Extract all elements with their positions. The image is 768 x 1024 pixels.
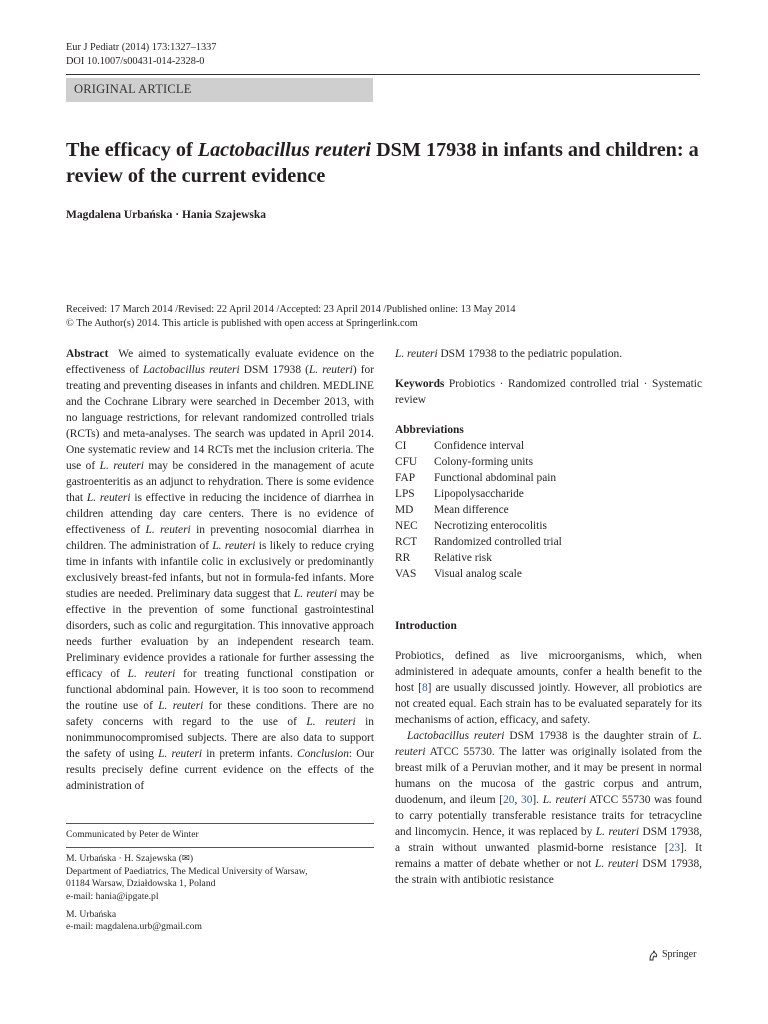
title-part: The efficacy of [66, 139, 198, 161]
abstract-text: for these conditions. There are no safety concerns with regard to the use of [66, 700, 375, 728]
abstract-text: may be considered in the management of acute gastroenteritis as an adjunct to rehydration. There is some evidence that [66, 460, 374, 504]
species-name: L. reuteri [308, 364, 353, 376]
conclusion-label: Conclusion [297, 748, 349, 760]
abbreviation-description: Relative risk [434, 552, 492, 564]
abbreviations-list [395, 438, 702, 582]
authors: Magdalena Urbańska · Hania Szajewska [66, 209, 266, 221]
abbreviation-description: Randomized controlled trial [434, 536, 562, 548]
abbreviation-row [395, 486, 702, 502]
abbreviation-description: Colony-forming units [434, 456, 534, 468]
doi: DOI 10.1007/s00431-014-2328-0 [66, 56, 205, 67]
species-name: L. reuteri [212, 540, 256, 552]
header-rule [66, 74, 700, 75]
abbreviation-row [395, 566, 702, 582]
corresponding-authors: M. Urbańska · H. Szajewska (✉) [66, 853, 194, 865]
abbreviation-description: Lipopolysaccharide [434, 488, 524, 500]
abstract-text: is likely to reduce crying time in infants with infantile colic in exclusively or predominantly exclusively breast-fed infants, but not in formula-fed infants. More studies are needed. Preliminary data suggest that [66, 540, 374, 600]
intro-text: , [514, 794, 521, 806]
introduction-heading: Introduction [395, 620, 457, 632]
abbreviations-heading: Abbreviations [395, 424, 464, 436]
abbreviation-code: NEC [395, 520, 418, 532]
abbreviation-row [395, 470, 702, 486]
abstract-text: DSM 17938 ( [239, 364, 309, 376]
springer-horse-icon [648, 950, 659, 961]
species-name: L. reuteri [595, 826, 640, 838]
publication-dates: Received: 17 March 2014 /Revised: 22 April 2014 /Accepted: 23 April 2014 /Published online: 13 May 2014 [66, 304, 516, 315]
intro-text: DSM 17938 is the daughter strain of [504, 730, 693, 742]
abbreviation-code: RCT [395, 536, 418, 548]
species-name: L. reuteri [395, 348, 438, 360]
species-name: Lactobacillus reuteri [142, 364, 240, 376]
intro-paragraph-2 [395, 728, 702, 888]
abbreviation-row [395, 550, 702, 566]
abbreviation-description: Necrotizing enterocolitis [434, 520, 547, 532]
abbreviation-description: Confidence interval [434, 440, 525, 452]
publisher-name: Springer [662, 949, 697, 960]
email-link[interactable]: e-mail: magdalena.urb@gmail.com [66, 921, 202, 933]
abbreviation-code: CFU [395, 456, 418, 468]
keywords [395, 376, 702, 408]
intro-text: DSM 17938, a strain without unwanted plasmid-borne resistance [ [395, 826, 702, 854]
abstract-text: in nonimmunocompromised subjects. There are also data to support the safety of using [66, 716, 375, 760]
abbreviation-code: VAS [395, 568, 417, 580]
intro-paragraph-1 [395, 648, 702, 728]
abbreviation-row [395, 438, 702, 454]
abbreviation-description: Visual analog scale [434, 568, 522, 580]
author-footnote [66, 823, 374, 934]
species-name: L. reuteri [542, 794, 587, 806]
abbreviation-row [395, 534, 702, 550]
intro-text: ATCC 55730. The latter was originally isolated from the breast milk of a Peruvian mother, and it may be present in normal humans on the mucosa of the gastric corpus and antrum, duodenum, and ileum [ [395, 746, 702, 806]
journal-citation: Eur J Pediatr (2014) 173:1327–1337 [66, 42, 217, 53]
species-name: L. reuteri [306, 716, 356, 728]
license-notice: © The Author(s) 2014. This article is published with open access at Springerlink.com [66, 318, 418, 329]
footnote-rule [66, 847, 374, 848]
abbreviation-row [395, 454, 702, 470]
citation-link[interactable]: 30 [521, 794, 533, 806]
article-type-banner: ORIGINAL ARTICLE [66, 78, 373, 102]
footnote-rule [66, 823, 374, 824]
left-column [66, 346, 374, 794]
species-name: L. reuteri [293, 588, 337, 600]
abstract-text: in preventing nosocomial diarrhea in children. The administration of [66, 524, 374, 552]
abstract-text: is effective in reducing the incidence of diarrhea in children attending day care centers. There is no evidence of effectiveness of [66, 492, 375, 536]
abstract-text: DSM 17938 to the pediatric population. [437, 348, 623, 360]
abstract-label: Abstract [66, 348, 109, 360]
keywords-label: Keywords [395, 378, 445, 390]
article-title [66, 137, 706, 189]
intro-text: Probiotics, defined as live microorganisms, which, when administered in adequate amounts, confer a health benefit to the host [ [395, 650, 702, 694]
abbreviation-description: Functional abdominal pain [434, 472, 557, 484]
intro-text: ] are usually discussed jointly. However, all probiotics are not created equal. Each strain has to be evaluated separately for its mechanisms of action, efficacy, and safety. [395, 682, 702, 726]
abstract-text: may be effective in the prevention of some functional gastrointestinal disorders, such as colic and regurgitation. This innovative approach needs further evaluation by an independent research team. Preliminary evidence provides a rationale for further assessing the efficacy of [66, 588, 375, 680]
title-species: Lactobacillus reuteri [197, 139, 372, 161]
species-name: L. reuteri [86, 492, 131, 504]
abbreviation-code: RR [395, 552, 411, 564]
species-name: Lactobacillus reuteri [407, 730, 505, 742]
citation-link[interactable]: 8 [421, 682, 428, 694]
email-link[interactable]: e-mail: hania@ipgate.pl [66, 890, 159, 902]
intro-text: ]. It remains a matter of debate whether or not [395, 842, 702, 870]
department: Department of Paediatrics, The Medical University of Warsaw, [66, 865, 308, 877]
species-name: L. reuteri [145, 524, 191, 536]
title-part: DSM 17938 in infants and children: a review of the current evidence [66, 139, 699, 187]
abstract-text: We aimed to systematically evaluate evidence on the effectiveness of [66, 348, 374, 376]
intro-text: ]. [532, 794, 543, 806]
abstract-text: in preterm infants. [202, 748, 297, 760]
abbreviation-description: Mean difference [434, 504, 509, 516]
right-column [395, 346, 702, 888]
keywords-text: Probiotics · Randomized controlled trial · Systematic review [395, 378, 702, 406]
abbreviation-code: FAP [395, 472, 416, 484]
second-author: M. Urbańska [66, 909, 117, 921]
abstract-text: ) for treating and preventing diseases in infants and children. MEDLINE and the Cochrane Library were searched in December 2013, with no language restrictions, for relevant randomized controlled trials (RCTs) and meta-analyses. The search was updated in April 2014. One systematic review and 14 RCTs met the inclusion criteria. The use of [66, 364, 374, 472]
abstract-text: : Our results precisely define current evidence on the effects of the administration of [66, 748, 374, 792]
species-name: L. reuteri [595, 858, 639, 870]
publisher-logo [648, 949, 696, 961]
abstract-text: for treating functional constipation or functional abdominal pain. However, it is too soon to recommend the routine use of [66, 668, 374, 712]
abbreviation-code: LPS [395, 488, 415, 500]
species-name: L. reuteri [158, 748, 203, 760]
species-name: L. reuteri [158, 700, 204, 712]
intro-text: ATCC 55730 was found to carry potentially transferable resistance traits for tetracycline and lincomycin. Hence, it was replaced by [395, 794, 702, 838]
abbreviation-code: CI [395, 440, 407, 452]
species-name: L. reuteri [395, 730, 702, 758]
abbreviation-row [395, 518, 702, 534]
abbreviation-code: MD [395, 504, 414, 516]
address: 01184 Warsaw, Działdowska 1, Poland [66, 878, 216, 890]
intro-text: DSM 17938, the strain with antibiotic resistance [395, 858, 702, 886]
abstract-continued [395, 346, 702, 362]
communicated-by: Communicated by Peter de Winter [66, 829, 199, 840]
species-name: L. reuteri [127, 668, 176, 680]
abstract [66, 346, 374, 794]
citation-link[interactable]: 20 [503, 794, 515, 806]
citation-link[interactable]: 23 [668, 842, 681, 854]
abbreviation-row [395, 502, 702, 518]
species-name: L. reuteri [99, 460, 144, 472]
